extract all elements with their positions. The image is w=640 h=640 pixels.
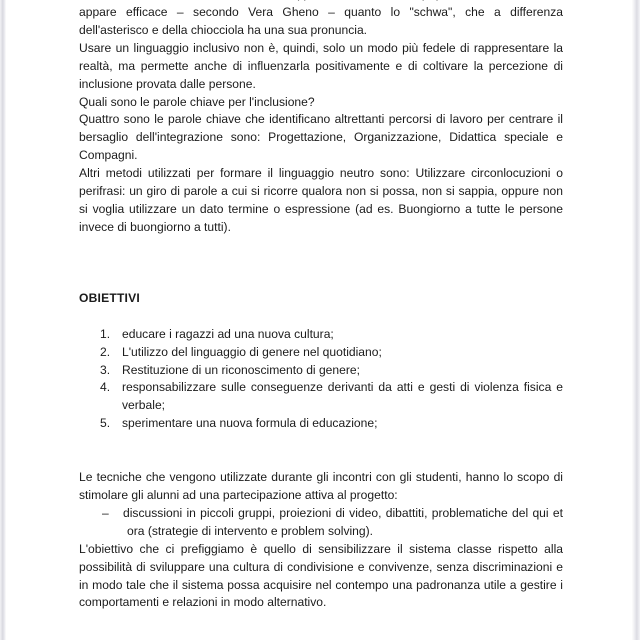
spacer-after-obiettivi [79,308,563,326]
objectives-list-item: educare i ragazzi ad una nuova cultura; [122,326,334,341]
page-edge-left [0,0,6,640]
objectives-list-item: responsabilizzare sulle conseguenze derivanti da atti e gesti di violenza fisica e verbale; [122,380,563,413]
techniques-bullet-list [79,505,563,541]
objectives-list [79,326,563,433]
spacer-before-obiettivi [79,237,563,290]
techniques-bullet-item: – discussioni in piccoli gruppi, proiezioni di video, dibattiti, problematiche del qui et ora (strategie di intervento e problem solving). [79,505,563,541]
objectives-list-item: L'utilizzo del linguaggio di genere nel quotidiano; [122,344,382,359]
techniques-intro-paragraph: Le tecniche che vengono utilizzate durante gli incontri con gli studenti, hanno lo scopo di stimolare gli alunni ad una partecipazione attiva al progetto: [79,470,563,503]
document-text-column [79,0,563,640]
objectives-list-item: sperimentare una nuova formula di educazione; [122,416,378,431]
paragraph-6: L'obiettivo che ci prefiggiamo è quello di sensibilizzare il sistema classe rispetto alla possibilità di sviluppare una cultura di condivisione e convivenze, senza discriminazioni e in modo tale che il sistema possa acquisire nel contempo una padronanza utile a gestire i comportamenti e relazioni in modo alternativo. [79,541,563,610]
paragraph-5: Altri metodi utilizzati per formare il linguaggio neutro sono: Utilizzare circonlocuzioni o perifrasi: un giro di parole a cui si ricorre qualora non si possa, non si sappia, oppure non si voglia utilizzare un dato termine o espressione (ad es. Buongiorno a tutte le persone invece di buongiorno a tutti). [79,166,563,234]
paragraph-3: Quali sono le parole chiave per l'inclusione? [79,94,315,109]
spacer-after-objectives [79,433,563,469]
heading-obiettivi: OBIETTIVI [79,290,140,305]
spacer-before-paragraph-7 [79,612,563,640]
paragraph-4: Quattro sono le parole chiave che identificano altrettanti percorsi di lavoro per centrare il bersaglio dell'integrazione sono: Progettazione, Organizzazione, Didattica speciale e Compagni. [79,112,563,163]
objectives-list-item: Restituzione di un riconoscimento di genere; [122,362,360,377]
page-edge-right [632,0,640,640]
paragraph-1: appare efficace – secondo Vera Gheno – quanto lo "schwa", che a differenza dell'asterisco e della chiocciola ha una sua pronuncia. [79,5,563,37]
paragraph-2: Usare un linguaggio inclusivo non è, quindi, solo un modo più fedele di rappresentare la realtà, ma permette anche di influenzarla positivamente e di coltivare la percezione di inclusione provata dalle persone. [79,40,563,91]
